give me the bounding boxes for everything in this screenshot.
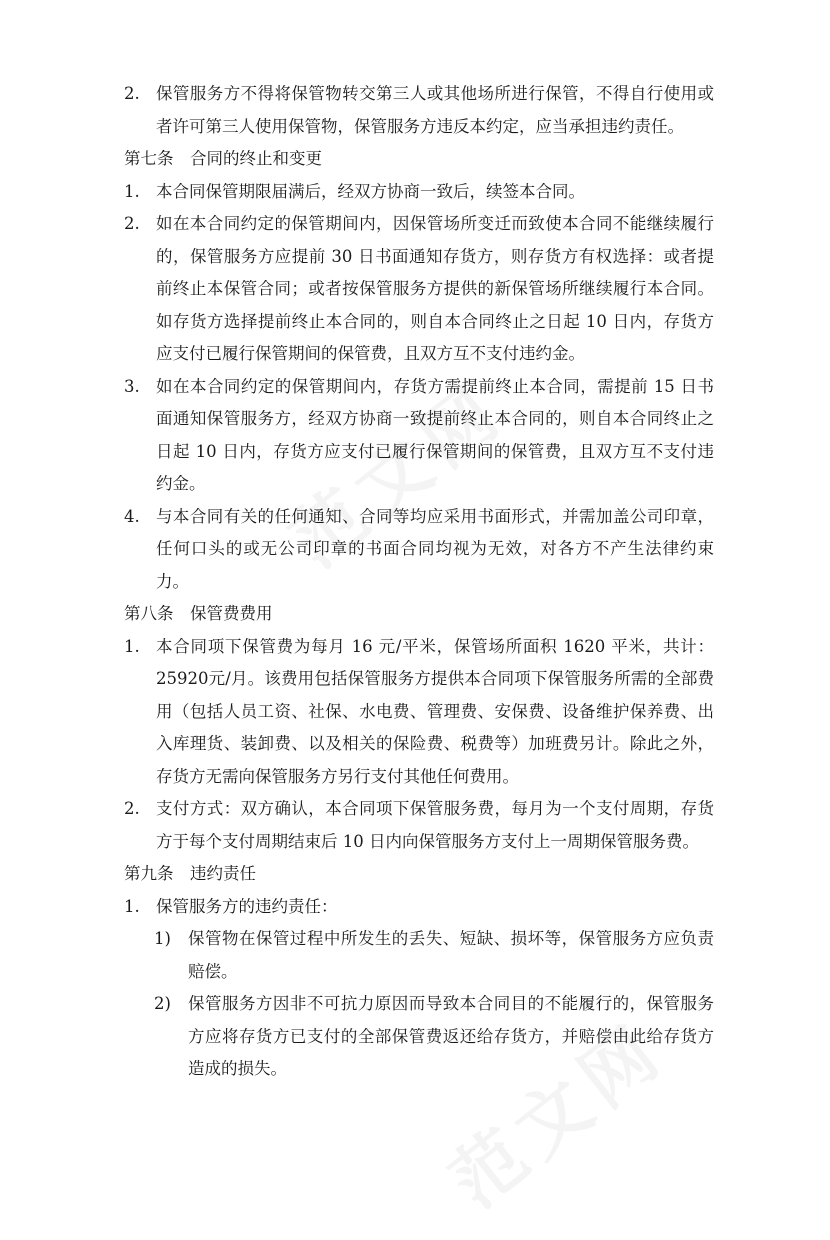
item-number: 2. <box>124 214 140 233</box>
item-text: 如在本合同约定的保管期间内，因保管场所变迁而致使本合同不能继续履行的，保管服务方应提前 30 日书面通知存货方，则存货方有权选择：或者提前终止本保管合同；或者按保管服务方提供的新保管场所继续履行本合同。如存货方选择提前终止本合同的，则自本合同终止之日起 10 日内，存货方应支付已履行保管期间的保管费，且双方互不支付违约金。 <box>156 214 714 363</box>
item-text: 保管服务方的违约责任： <box>156 896 338 916</box>
item-number: 2. <box>124 84 140 103</box>
sub-item-number: 2) <box>154 994 171 1013</box>
item-number: 2. <box>124 799 140 818</box>
clause-item <box>124 371 714 501</box>
item-text: 与本合同有关的任何通知、合同等均应采用书面形式，并需加盖公司印章，任何口头的或无公司印章的书面合同均视为无效，对各方不产生法律约束力。 <box>156 506 714 591</box>
contract-body <box>124 78 714 1086</box>
sub-item-number: 1) <box>154 929 171 948</box>
sub-item-text: 保管服务方因非不可抗力原因而导致本合同目的不能履行的，保管服务方应将存货方已支付的全部保管费返还给存货方，并赔偿由此给存货方造成的损失。 <box>188 994 714 1078</box>
clause-item <box>124 208 714 371</box>
item-text: 本合同项下保管费为每月 16 元/平米，保管场所面积 1620 平米，共计：25920元/月。该费用包括保管服务方提供本合同项下保管服务所需的全部费用（包括人员工资、社保、水电费、管理费、安保费、设备维护保养费、出入库理货、装卸费、以及相关的保险费、税费等）加班费另计。除此之外，存货方无需向保管服务方另行支付其他任何费用。 <box>156 636 714 786</box>
item-number: 1. <box>124 896 140 916</box>
item-number: 3. <box>124 376 140 396</box>
article-heading: 第九条 违约责任 <box>124 864 256 883</box>
sub-item-text: 保管物在保管过程中所发生的丢失、短缺、损坏等，保管服务方应负责赔偿。 <box>188 929 714 981</box>
clause-item <box>124 891 714 924</box>
sub-clause-item <box>124 988 714 1086</box>
clause-item <box>124 176 714 209</box>
item-number: 1. <box>124 636 140 656</box>
item-number: 1. <box>124 181 140 201</box>
article-heading: 第八条 保管费费用 <box>124 604 273 623</box>
item-text: 保管服务方不得将保管物转交第三人或其他场所进行保管，不得自行使用或者许可第三人使用保管物，保管服务方违反本约定，应当承担违约责任。 <box>156 84 714 136</box>
clause-item <box>124 78 714 143</box>
item-text: 支付方式：双方确认，本合同项下保管服务费，每月为一个支付周期，存货方于每个支付周期结束后 10 日内向保管服务方支付上一周期保管服务费。 <box>156 799 714 851</box>
clause-item <box>124 631 714 794</box>
clause-item <box>124 501 714 599</box>
item-text: 如在本合同约定的保管期间内，存货方需提前终止本合同，需提前 15 日书面通知保管服务方，经双方协商一致提前终止本合同的，则自本合同终止之日起 10 日内，存货方应支付已履行保管期间的保管费，且双方互不支付违约金。 <box>156 376 714 493</box>
article-heading: 第七条 合同的终止和变更 <box>124 149 322 168</box>
clause-item <box>124 793 714 858</box>
sub-clause-item <box>124 923 714 988</box>
item-number: 4. <box>124 506 140 526</box>
item-text: 本合同保管期限届满后，经双方协商一致后，续签本合同。 <box>156 181 585 201</box>
